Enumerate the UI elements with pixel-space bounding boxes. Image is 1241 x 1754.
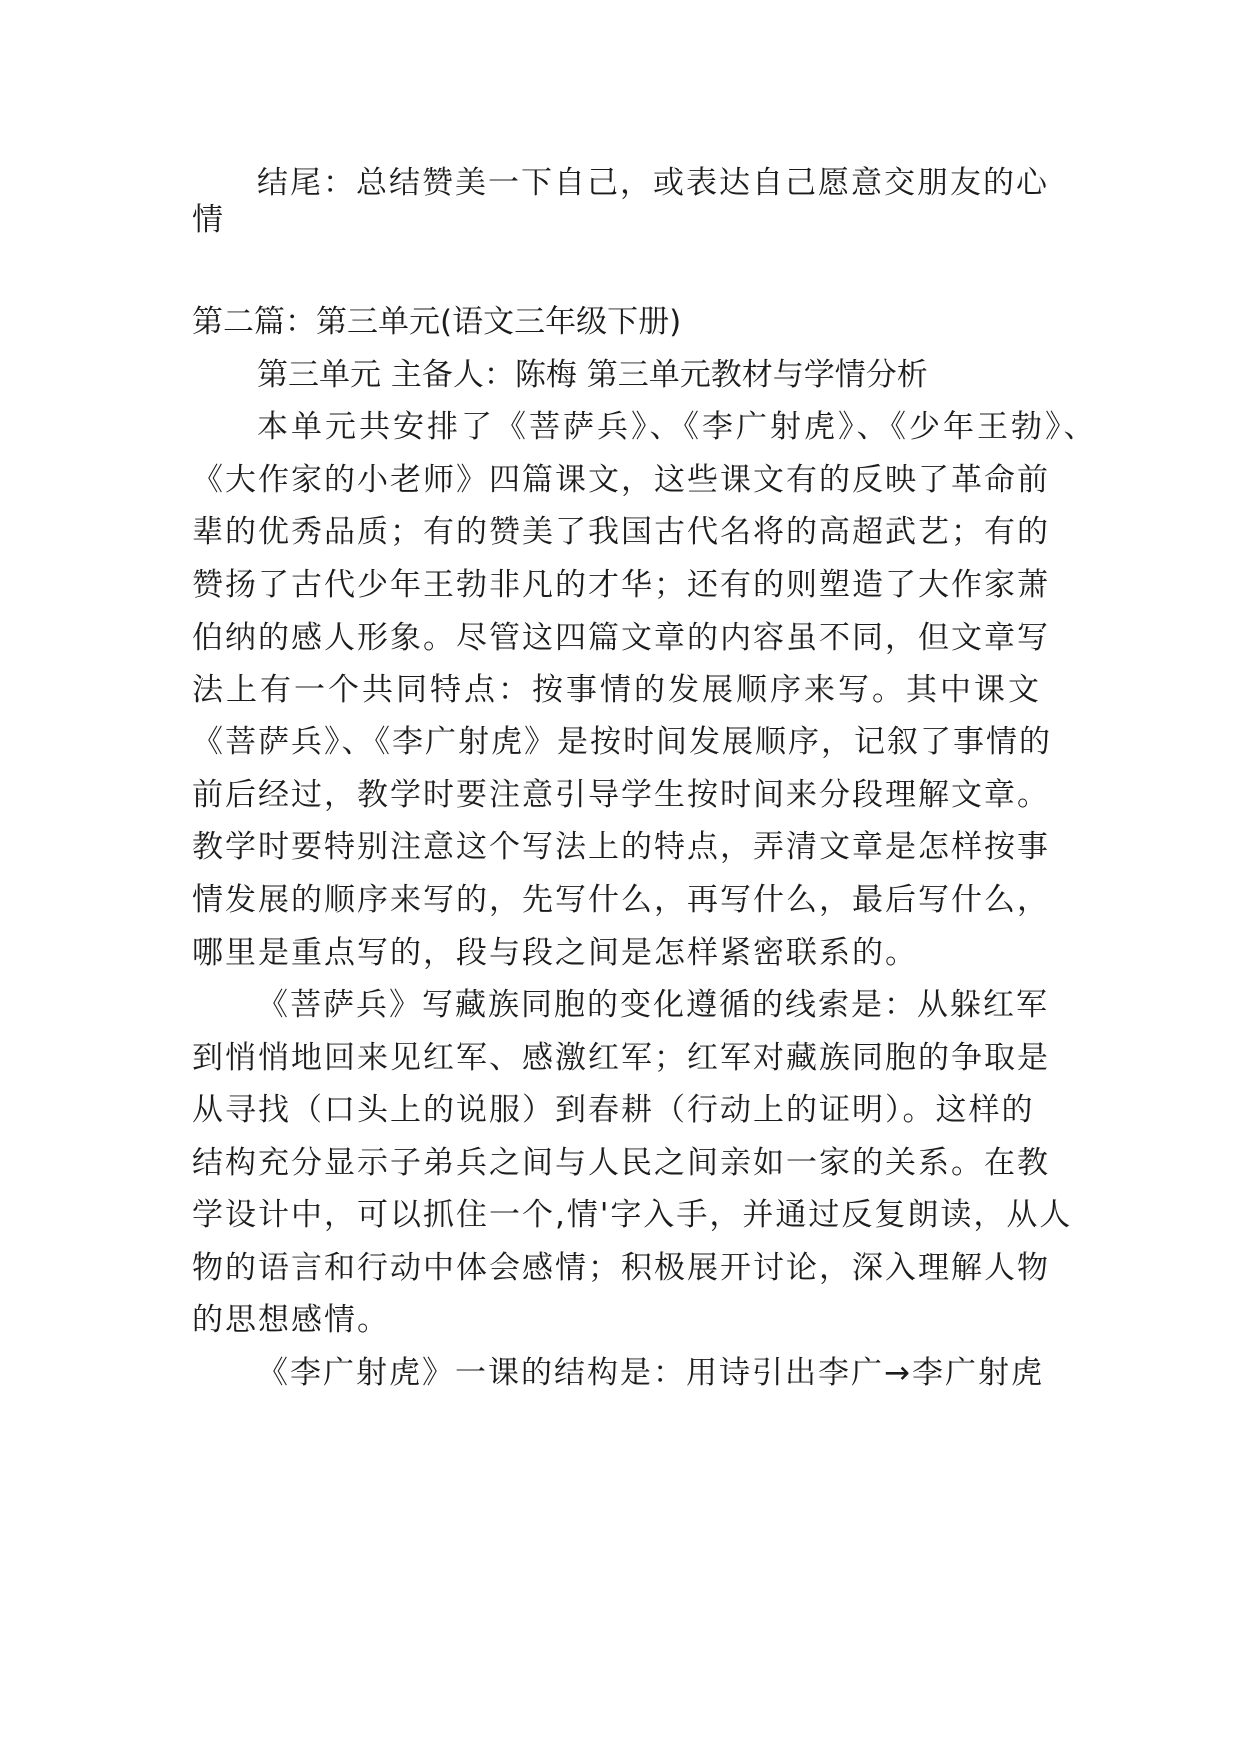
text-line: 情发展的顺序来写的，先写什么，再写什么，最后写什么， [192,882,1050,918]
text-line: 伯纳的感人形象。尽管这四篇文章的内容虽不同，但文章写 [192,620,1050,656]
text-line: 《菩萨兵》、《李广射虎》是按时间发展顺序，记叙了事情的 [192,724,1052,760]
text-line: 物的语言和行动中体会感情；积极展开讨论，深入理解人物 [192,1250,1050,1286]
section-subheading: 第三单元 主备人：陈梅 第三单元教材与学情分析 [257,357,928,393]
text-line: 辈的优秀品质；有的赞美了我国古代名将的高超武艺；有的 [192,514,1050,550]
text-line: 本单元共安排了《菩萨兵》、《李广射虎》、《少年王勃》、 [257,409,1098,445]
text-line: 《菩萨兵》写藏族同胞的变化遵循的线索是：从躲红军 [257,987,1049,1023]
text-line: 《大作家的小老师》四篇课文，这些课文有的反映了革命前 [192,462,1050,498]
text-line: 教学时要特别注意这个写法上的特点，弄清文章是怎样按事 [192,829,1050,865]
text-line: 从寻找（口头上的说服）到春耕（行动上的证明）。这样的 [192,1092,1035,1128]
text-line: 情 [192,202,223,238]
text-line: 到悄悄地回来见红军、感激红军；红军对藏族同胞的争取是 [192,1040,1050,1076]
text-line: 的思想感情。 [192,1302,390,1338]
text-line: 《李广射虎》一课的结构是：用诗引出李广→李广射虎 [257,1355,1044,1391]
text-line: 结尾：总结赞美一下自己，或表达自己愿意交朋友的心 [257,165,1049,201]
text-line: 学设计中，可以抓住一个,情'字入手，并通过反复朗读，从人 [192,1197,1073,1233]
text-line: 结构充分显示子弟兵之间与人民之间亲如一家的关系。在教 [192,1145,1050,1181]
section-heading: 第二篇：第三单元(语文三年级下册) [192,304,682,340]
text-line: 前后经过，教学时要注意引导学生按时间来分段理解文章。 [192,777,1050,813]
text-line: 法上有一个共同特点：按事情的发展顺序来写。其中课文 [192,672,1042,708]
text-line: 赞扬了古代少年王勃非凡的才华；还有的则塑造了大作家萧 [192,567,1050,603]
text-line: 哪里是重点写的，段与段之间是怎样紧密联系的。 [192,935,918,971]
